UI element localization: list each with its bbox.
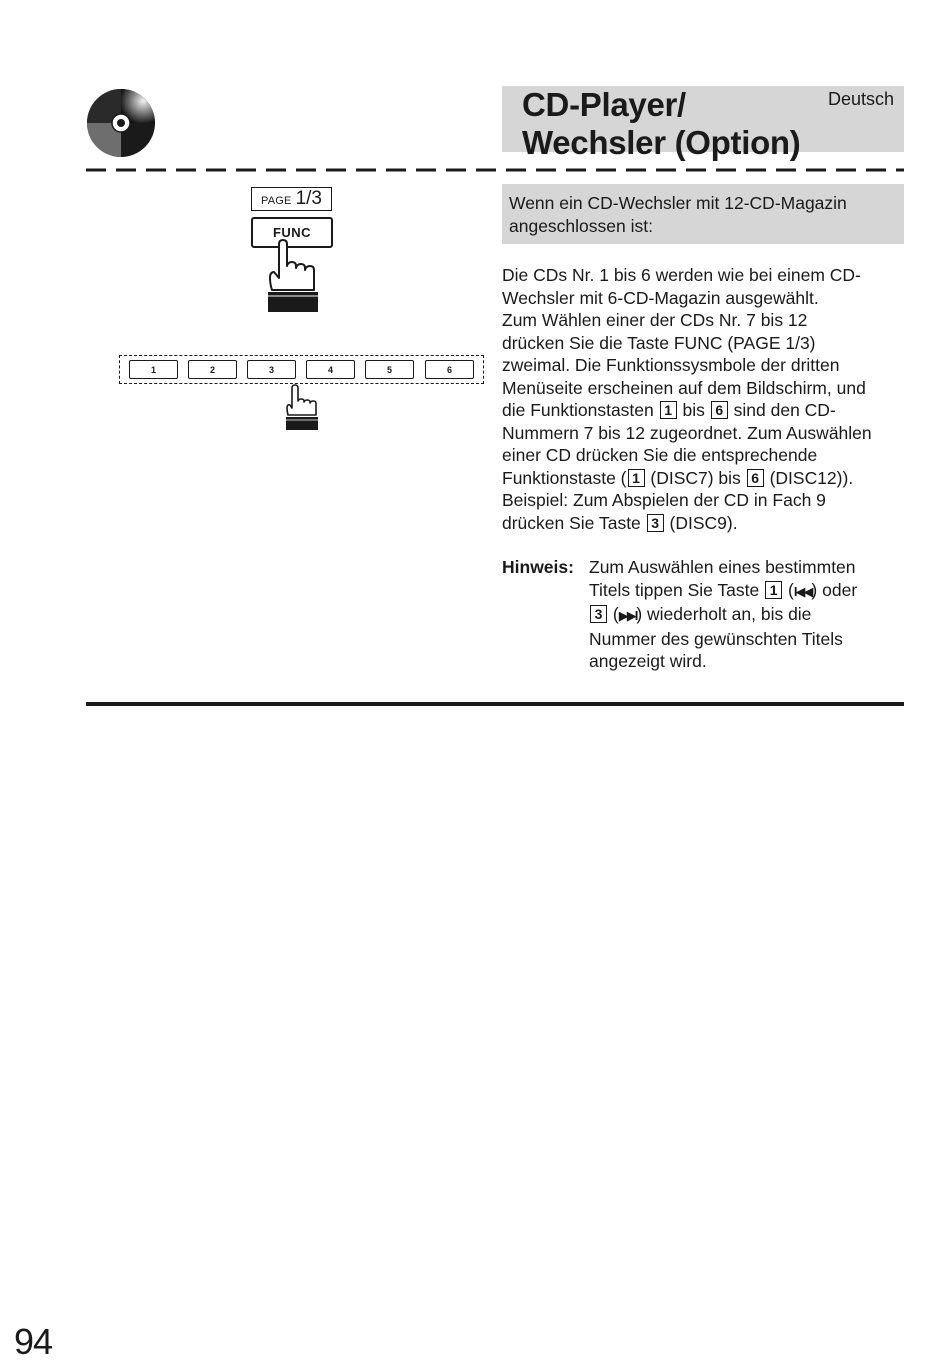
dashed-divider <box>86 168 904 172</box>
key-reference-6: 6 <box>747 469 764 487</box>
function-key-2: 2 <box>188 360 237 379</box>
body-text-span: die Funktionstasten <box>502 400 654 420</box>
key-reference-1: 1 <box>660 401 677 419</box>
previous-track-icon: I◀◀ <box>793 583 812 599</box>
condition-line-2: angeschlossen ist: <box>509 215 653 236</box>
function-key-3: 3 <box>247 360 296 379</box>
title-line-2: Wechsler (Option) <box>522 124 801 161</box>
body-line: Die CDs Nr. 1 bis 6 werden wie bei einem CD- <box>502 265 861 285</box>
page-indicator <box>251 187 332 211</box>
body-text-span: (DISC9). <box>669 512 738 533</box>
note-text-span: wiederholt an, bis die <box>647 604 812 624</box>
function-key-4: 4 <box>306 360 355 379</box>
body-line: Nummern 7 bis 12 zugeordnet. Zum Auswählen <box>502 422 872 443</box>
pressing-hand-icon <box>282 384 322 432</box>
title-line-1: CD-Player/ <box>522 86 686 123</box>
body-line <box>502 512 912 535</box>
note-text-span: Titels tippen Sie Taste <box>589 579 760 600</box>
key-reference-1: 1 <box>765 581 782 599</box>
note-line: angezeigt wird. <box>589 651 707 671</box>
body-text-span: drücken Sie Taste <box>502 512 641 533</box>
body-line: drücken Sie die Taste FUNC (PAGE 1/3) <box>502 332 816 353</box>
section-divider <box>86 702 904 706</box>
note-text-span: oder <box>822 579 858 600</box>
body-text-span: (DISC7) bis <box>650 467 741 488</box>
body-text-span: (DISC12)). <box>769 467 854 488</box>
next-track-icon: ▶▶I <box>618 608 637 623</box>
func-key: FUNC <box>251 217 333 248</box>
page-number: 94 <box>14 1321 53 1362</box>
page-title <box>522 86 800 162</box>
body-text-span: Funktionstaste ( <box>502 467 627 488</box>
note-line: 3 (▶▶I) wiederholt an, bis die <box>589 603 919 628</box>
function-key-6: 6 <box>425 360 474 379</box>
note-line: Zum Auswählen eines bestimmten <box>589 557 856 577</box>
key-reference-1: 1 <box>628 469 645 487</box>
function-key-1: 1 <box>129 360 178 379</box>
body-line: Menüseite erscheinen auf dem Bildschirm, und <box>502 377 866 398</box>
note-label: Hinweis: <box>502 557 574 577</box>
condition-box <box>502 184 904 244</box>
function-key-5: 5 <box>365 360 414 379</box>
body-line <box>502 399 912 422</box>
body-line: einer CD drücken Sie die entsprechende <box>502 445 818 465</box>
key-reference-3: 3 <box>590 605 607 623</box>
body-text-span: sind den CD- <box>733 400 836 420</box>
key-reference-3: 3 <box>647 514 664 532</box>
body-line: Wechsler mit 6-CD-Magazin ausgewählt. <box>502 287 819 308</box>
key-reference-6: 6 <box>711 401 728 419</box>
body-line: zweimal. Die Funktionssysmbole der dritten <box>502 355 840 375</box>
body-line: Beispiel: Zum Abspielen der CD in Fach 9 <box>502 490 826 510</box>
pressing-hand-icon <box>262 238 324 314</box>
body-line <box>502 467 912 490</box>
language-label: Deutsch <box>828 89 895 109</box>
instruction-text <box>502 264 912 534</box>
body-line: Zum Wählen einer der CDs Nr. 7 bis 12 <box>502 310 808 330</box>
note-line: Nummer des gewünschten Titels <box>589 628 843 649</box>
condition-line-1: Wenn ein CD-Wechsler mit 12-CD-Magazin <box>509 193 847 213</box>
cd-disc-icon <box>86 88 156 158</box>
note-line: Titels tippen Sie Taste 1 (I◀◀) oder <box>589 579 858 600</box>
page-indicator-label: PAGE <box>261 194 292 207</box>
page-indicator-number: 1/3 <box>295 188 322 209</box>
body-text-span: bis <box>682 400 705 420</box>
note-text <box>589 556 919 673</box>
